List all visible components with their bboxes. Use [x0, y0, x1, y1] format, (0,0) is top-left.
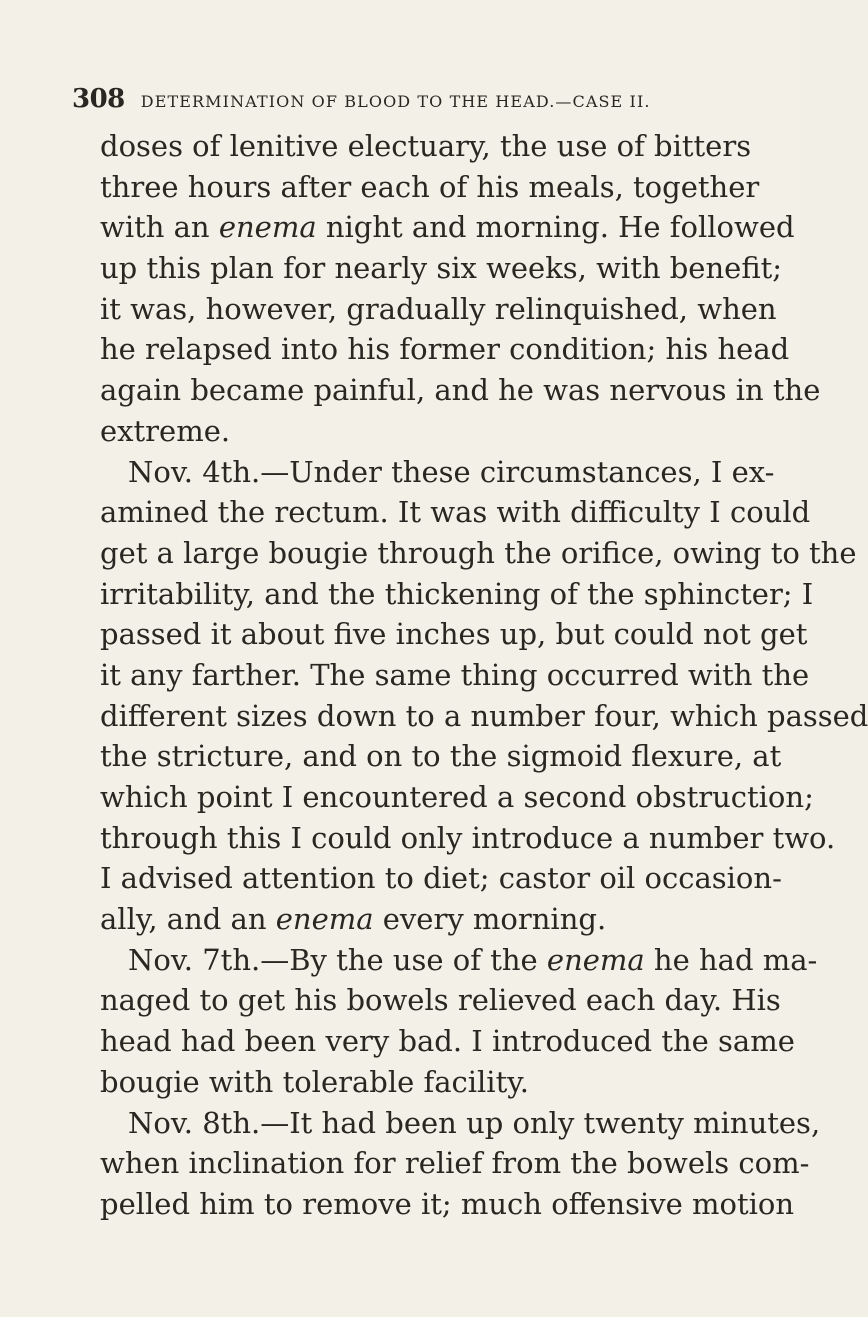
text-line — [100, 452, 775, 493]
text-segment: three hours after each of his meals, together — [100, 169, 760, 204]
text-segment: ally, and an — [100, 902, 276, 937]
running-title: DETERMINATION OF BLOOD TO THE HEAD.—CASE II. — [140, 92, 651, 111]
text-line — [100, 777, 814, 818]
italic-term: enema — [546, 942, 645, 977]
text-segment: extreme. — [100, 413, 231, 448]
text-line — [100, 1143, 810, 1184]
text-segment: naged to get his bowels relieved each day. His — [100, 983, 781, 1018]
text-segment: every morning. — [373, 902, 607, 937]
text-line — [100, 1103, 821, 1144]
running-header — [72, 84, 722, 120]
body-text — [100, 126, 868, 1225]
text-line — [100, 1062, 718, 1103]
text-line — [100, 370, 821, 411]
text-segment: which point I encountered a second obstruction; — [100, 780, 814, 814]
text-line — [100, 126, 752, 167]
text-line — [100, 329, 790, 370]
text-line — [100, 736, 782, 777]
text-line — [100, 533, 857, 574]
text-segment: Nov. 4th.—Under these circumstances, I ex- — [128, 454, 775, 489]
text-line — [100, 818, 836, 859]
text-segment: he had ma- — [644, 942, 818, 977]
text-line — [100, 167, 760, 208]
text-line — [100, 289, 777, 330]
text-segment: through this I could only introduce a number two. — [100, 820, 836, 855]
text-line — [100, 940, 818, 981]
text-segment: Nov. 7th.—By the use of the — [128, 942, 547, 977]
text-line — [100, 411, 718, 452]
text-segment: pelled him to remove it; much offensive motion — [100, 1186, 795, 1221]
text-segment: again became painful, and he was nervous in the — [100, 373, 821, 408]
text-segment: night and morning. He followed — [316, 210, 795, 245]
italic-term: enema — [218, 210, 317, 245]
text-segment: head had been very bad. I introduced the same — [100, 1024, 795, 1059]
text-line — [100, 1021, 795, 1062]
text-segment: when inclination for relief from the bowels com- — [100, 1146, 810, 1181]
text-line — [100, 248, 783, 289]
text-segment: it was, however, gradually relinquished, when — [100, 291, 777, 326]
text-line — [100, 614, 808, 655]
text-line — [100, 858, 782, 899]
text-segment: he relapsed into his former condition; his head — [100, 332, 790, 367]
text-segment: different sizes down to a number four, which passed — [100, 698, 868, 733]
text-line — [100, 696, 868, 737]
text-segment: it any farther. The same thing occurred with the — [100, 657, 810, 692]
text-segment: passed it about five inches up, but could not get — [100, 617, 808, 652]
text-segment: up this plan for nearly six weeks, with benefit; — [100, 251, 783, 286]
text-segment: doses of lenitive electuary, the use of bitters — [100, 129, 752, 163]
text-segment: get a large bougie through the orifice, owing to the — [100, 535, 857, 570]
text-line — [100, 1184, 795, 1225]
italic-term: enema — [275, 902, 374, 937]
text-segment: amined the rectum. It was with difficulty I could — [100, 495, 811, 530]
text-line — [100, 492, 811, 533]
text-segment: irritability, and the thickening of the sphincter; I — [100, 576, 814, 611]
text-segment: I advised attention to diet; castor oil occasion- — [100, 861, 782, 896]
page-number: 308 — [72, 84, 125, 114]
text-segment: with an — [100, 210, 219, 245]
text-line — [100, 207, 795, 248]
text-line — [100, 980, 781, 1021]
text-line — [100, 899, 718, 940]
text-line — [100, 655, 810, 696]
text-segment: the stricture, and on to the sigmoid flexure, at — [100, 739, 782, 774]
text-line — [100, 574, 814, 615]
text-segment: bougie with tolerable facility. — [100, 1064, 529, 1099]
text-segment: Nov. 8th.—It had been up only twenty minutes, — [128, 1105, 821, 1140]
